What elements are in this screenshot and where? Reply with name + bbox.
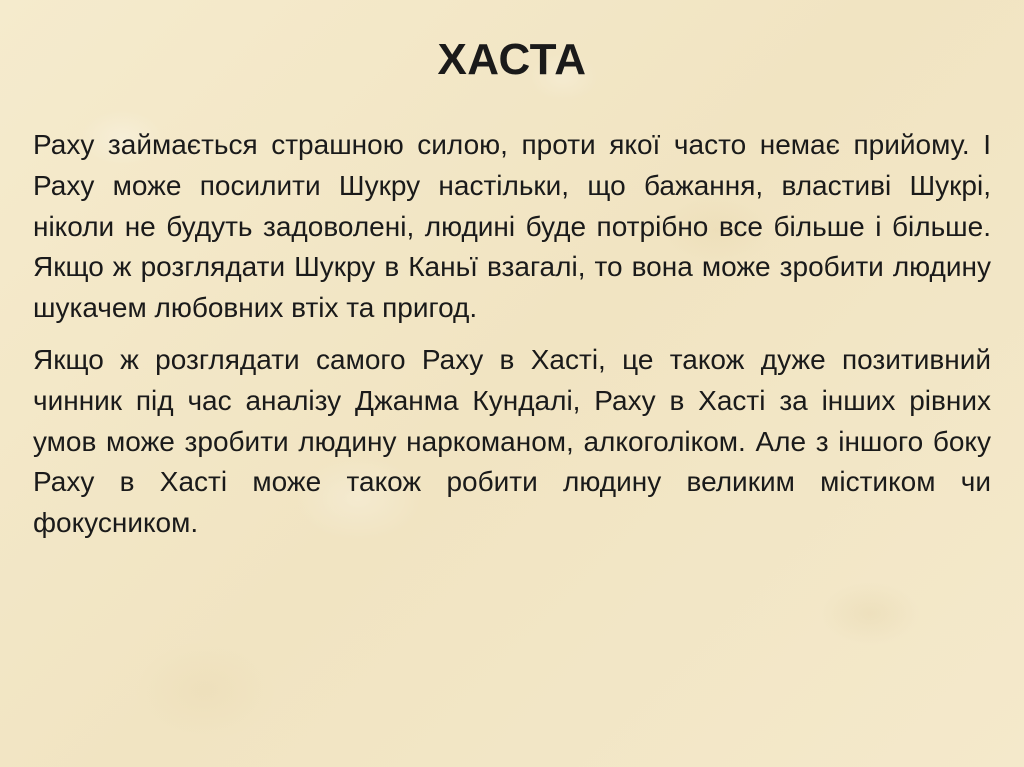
paragraph-2: Якщо ж розглядати самого Раху в Хасті, це також дуже позитивний чинник під час аналізу Джанма Кундалі, Раху в Хасті за інших рівних умов може зробити людину наркоманом, алкоголіком. Але з іншого боку Раху в Хасті може також робити людину великим містиком чи фокусником. — [33, 343, 991, 539]
slide-body — [33, 125, 991, 555]
paragraph-1: Раху займається страшною силою, проти якої часто немає прийому. І Раху може посилити Шукру настільки, що бажання, властиві Шукрі, ніколи не будуть задоволені, людині буде потрібно все більше і більше. Якщо ж розглядати Шукру в Каньї взагалі, то вона може зробити людину шукачем любовних втіх та пригод. — [33, 129, 991, 324]
slide-title: ХАСТА — [437, 35, 587, 84]
